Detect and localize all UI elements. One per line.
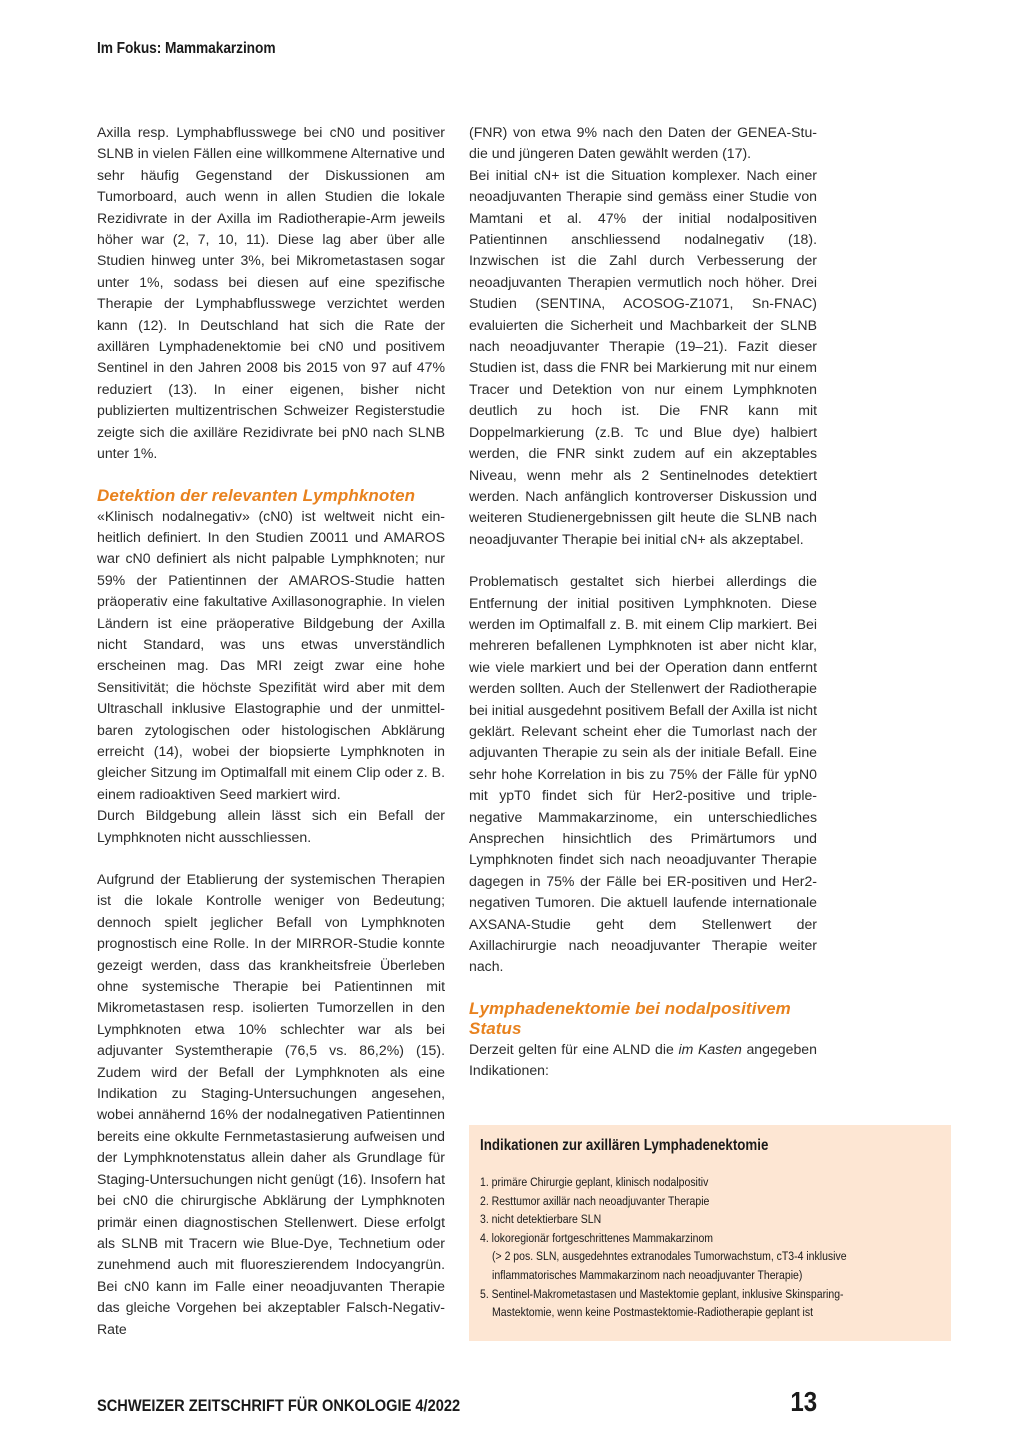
- right-paragraph-3: Problematisch gestaltet sich hierbei allerdings die Entfernung der initial positiven Lymphknoten. Diese werden im Optimalfall z. B. mit einem Clip markiert. Bei mehreren befallenen Lymphknoten ist aber nicht klar, wie viele markiert und bei der Operation dann entfernt werden sollten. Auch der Stellenwert der Radiotherapie bei initial ausgedehnt positivem Befall der Axilla ist nicht geklärt. Relevant scheint eher die Tumorlast nach der adjuvanten Therapie zu sein als der initiale Befall. Eine sehr hohe Korrelation in bis zu 75% der Fälle für ypN0 mit ypT0 findet sich für Her2-positive und triple-negative Mammakarzinome, ein unterschiedliches Ansprechen hinsichtlich des Primärtumors und Lymphknoten findet sich nach neoadjuvanter Therapie dagegen in 75% der Fälle bei ER-positiven und Her2-negativen Tumoren. Die aktuell laufende internationale AXSANA-Studie geht dem Stellenwert der Axillachirurgie nach neoadjuvanter Therapie weiter nach.: [469, 573, 817, 975]
- indication-item-3: [480, 1210, 875, 1229]
- indication-item-2: [480, 1192, 875, 1211]
- section-heading-detektion: Detektion der relevanten Lymphknoten: [97, 485, 416, 505]
- indication-item-1: [480, 1173, 875, 1192]
- left-column: [97, 122, 445, 1340]
- left-paragraph-1: Axilla resp. Lymphabflusswege bei cN0 und positiver SLNB in vielen Fällen eine willkommene Alternative und sehr häufig Gegenstand der Diskussionen am Tumorboard, auch wenn in allen Studien die lokale Rezidivrate in der Axilla im Radiotherapie-Arm jeweils höher war (2, 7, 10, 11). Diese lag aber über alle Studien hinweg unter 3%, bei Mikrometastasen sogar unter 1%, sodass bei diesen auf eine spezifische Therapie der Lymphabflusswege verzichtet werden kann (12). In Deutschland hat sich die Rate der axillären Lymphadenektomie bei cN0 und positivem Sentinel in den Jahren 2008 bis 2015 von 97 auf 47% reduziert (13). In einer eigenen, bisher nicht publizierten multizentrischen Schweizer Registerstudie zeigte sich die axilläre Rezidivrate bei pN0 nach SLNB unter 1%.: [97, 124, 445, 462]
- indication-item-5: [480, 1285, 875, 1322]
- indication-text: 4. lokoregionär fortgeschrittenes Mammakarzinom: [480, 1230, 714, 1245]
- indications-box: [469, 1125, 951, 1341]
- section-heading-lymphadenektomie: Lymphadenektomie bei nodalpositivem Status: [469, 998, 791, 1038]
- indication-text: 1. primäre Chirurgie geplant, klinisch nodalpositiv: [480, 1175, 709, 1189]
- right-paragraph-2: Bei initial cN+ ist die Situation komplexer. Nach einer neoadjuvanten Therapie sind gemäss einer Studie von Mamtani et al. 47% der initial nodalpositiven Patientinnen anschliessend nodalnegativ (18). Inzwischen ist die Zahl durch Verbesserung der neoadjuvanten Therapien vermutlich noch höher. Drei Studien (SENTINA, ACOSOG-Z1071, Sn-FNAC) evaluierten die Sicherheit und Machbarkeit der SLNB nach neoadjuvanter Therapie (19–21). Fazit dieser Studien ist, dass die FNR bei Markierung mit nur einem Tracer und Detektion von nur einem Lymphknoten deutlich zu hoch ist. Die FNR kann mit Doppelmarkierung (z.B. Tc und Blue dye) halbiert werden, die FNR sinkt zudem auf ein akzeptables Niveau, wenn mehr als 2 Sentinelnodes detektiert werden. Nach anfänglich kontroverser Diskussion und weiteren Studienergebnissen gilt heute die SLNB nach neoadjuvanter Therapie bei initial cN+ als akzeptabel.: [469, 166, 817, 547]
- right-paragraph-4-emphasis: im Kasten: [678, 1040, 742, 1057]
- journal-footer: SCHWEIZER ZEITSCHRIFT FÜR ONKOLOGIE 4/2022: [97, 1396, 461, 1415]
- right-column: [469, 122, 817, 1082]
- indication-subtext: (> 2 pos. SLN, ausgedehntes extranodales Tumorwachstum, cT3-4 inklusive: [492, 1249, 847, 1264]
- page-number: 13: [790, 1386, 817, 1417]
- running-head: Im Fokus: Mammakarzinom: [97, 40, 276, 57]
- indication-item-4: [480, 1229, 875, 1285]
- indication-text: 2. Resttumor axillär nach neoadjuvanter Therapie: [480, 1193, 710, 1208]
- indications-list: [480, 1173, 939, 1322]
- indications-box-title: Indikationen zur axillären Lymphadenektomie: [480, 1137, 769, 1154]
- indication-text: 3. nicht detektierbare SLN: [480, 1212, 602, 1227]
- right-paragraph-4-after: angegeben Indikationen:: [469, 1040, 817, 1079]
- indication-subtext: Mastektomie, wenn keine Postmastektomie-Radiotherapie geplant ist: [492, 1305, 814, 1320]
- indication-text: 5. Sentinel-Makrometastasen und Mastektomie geplant, inklusive Skinsparing-: [480, 1286, 844, 1301]
- left-paragraph-4: Aufgrund der Etablierung der systemischen Therapien ist die lokale Kontrolle weniger von Bedeutung; dennoch spielt jeglicher Befall von Lymphknoten prognostisch eine Rolle. In der MIRROR-Studie konnte gezeigt werden, dass das krankheitsfreie Überleben ohne systemische Therapie bei Patientinnen mit Mikrometastasen resp. isolierten Tumorzellen in den Lymphknoten etwa 10% schlechter war als bei adjuvanter Systemtherapie (76,5 vs. 86,2%) (15). Zudem wird der Befall der Lymphknoten als eine Indikation zu Staging-Untersuchungen angesehen, wobei annähernd 16% der nodalnegativen Patientinnen bereits eine okkulte Fernmetastasierung aufweisen und der Lymphknotenstatus allein daher als Grundlage für Staging-Untersuchungen nicht genügt (16). Insofern hat bei cN0 die chirurgische Abklärung der Lymphknoten primär einen diagnostischen Stellenwert. Diese erfolgt als SLNB mit Tracern wie Blue-Dye, Technetium oder zunehmend auch mit fluoreszierendem Indocyangrün. Bei cN0 kann im Falle einer neoadjuvanten Therapie das gleiche Vorgehen bei akzeptabler Falsch-Negativ-Rate: [97, 871, 445, 1337]
- left-paragraph-3: Durch Bildgebung allein lässt sich ein Befall der Lymphknoten nicht ausschliessen.: [97, 807, 445, 845]
- right-paragraph-4-before: Derzeit gelten für eine ALND die: [469, 1040, 679, 1057]
- indication-subtext: inflammatorisches Mammakarzinom nach neoadjuvanter Therapie): [492, 1267, 803, 1282]
- left-paragraph-2: «Klinisch nodalnegativ» (cN0) ist weltweit nicht einheitlich definiert. In den Studien Z0011 und AMAROS war cN0 definiert als nicht palpable Lymphknoten; nur 59% der Patientinnen der AMAROS-Studie hatten präoperativ eine fakultative Axillasonographie. In vielen Ländern ist eine präoperative Bildgebung der Axilla nicht Standard, was uns etwas unverständlich erscheinen mag. Das MRI zeigt zwar eine hohe Sensitivität; die höchste Spezifität wird aber mit dem Ultraschall inklusive Elastographie und der unmittelbaren zytologischen oder histologischen Abklärung erreicht (14), wobei der biopsierte Lymphknoten in gleicher Sitzung im Optimalfall mit einem Clip oder z. B. einem radioaktiven Seed markiert wird.: [97, 507, 445, 802]
- right-paragraph-4: [469, 1039, 817, 1082]
- right-paragraph-1: (FNR) von etwa 9% nach den Daten der GENEA-Studie und jüngeren Daten gewählt werden (17).: [469, 124, 817, 162]
